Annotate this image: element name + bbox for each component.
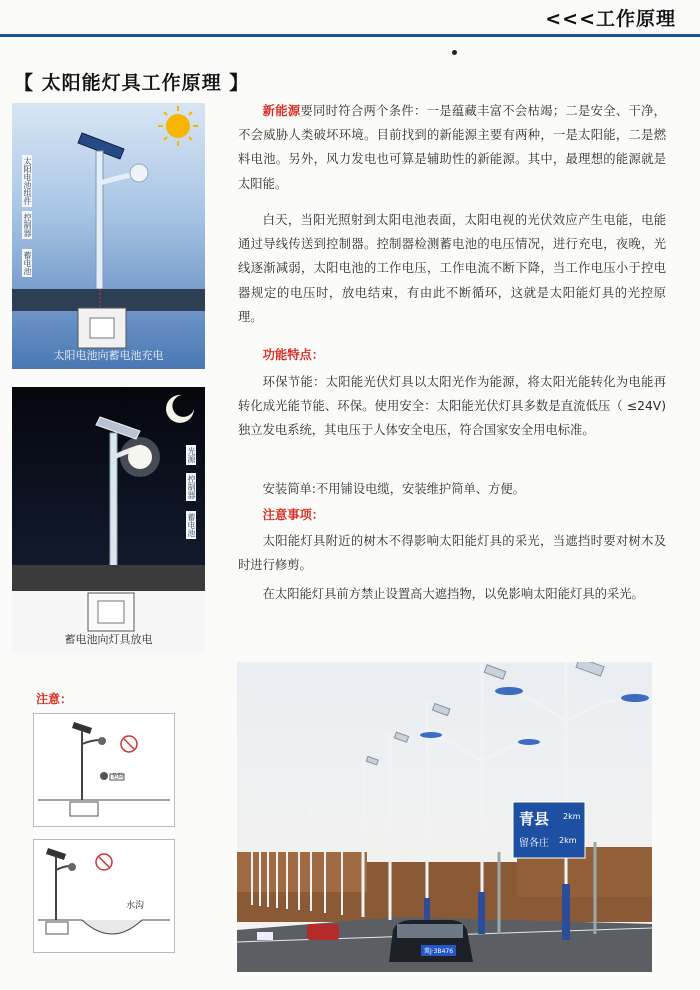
principle-text: 白天，当阳光照射到太阳电池表面，太阳电视的光伏效应产生电能，电能通过导线传送到控制器。控制器检测蓄电池的电压情况，进行充电，夜晚，光线逐渐减弱，太阳电池的工作电压，工作电流不断下降，当工作电压小于控电器规定的电压时，放电结束，有由此不断循环，这就是太阳能灯具的光控原理。: [238, 213, 666, 324]
moon-icon: [166, 395, 194, 423]
lamp-icon: [128, 445, 152, 469]
label-light-source: 光源: [187, 447, 196, 463]
lamp-icon: [68, 863, 76, 871]
day-scene-graphic: [12, 103, 205, 369]
sun-icon: [158, 106, 198, 146]
solar-panel-icon: [96, 417, 140, 439]
sign-distance-1: 2km: [563, 812, 581, 821]
danger-label: 危险: [112, 773, 125, 780]
features-text: 环保节能：太阳能光伏灯具以太阳光作为能源，将太阳光能转化为电能再转化成光能节能、环保。使用安全：太阳能光伏灯具多数是直流低压（ ≤24V)独立发电系统，其电压于人体安全电压，符合国家安全用电标准。: [238, 375, 666, 438]
notice-diagram-obstruction: [33, 713, 175, 827]
sign-destination-1: 青县: [519, 810, 550, 828]
decorative-dot: [452, 50, 457, 55]
car-icon: [307, 924, 339, 940]
label-battery: 蓄电池: [23, 251, 32, 275]
notes-heading-wrap: [238, 503, 666, 527]
intro-text: 要同时符合两个条件：一是蕴藏丰富不会枯竭；二是安全、干净，不会威胁人类破坏环境。目前找到的新能源主要有两种，一是太阳能，二是燃料电池。另外，风力发电也可算是辅助性的新能源。其中，最理想的能源就是太阳能。: [238, 104, 666, 191]
label-controller: 控制器: [23, 213, 32, 237]
night-scene-graphic: [12, 387, 205, 653]
features-heading: 功能特点：: [262, 348, 325, 362]
header-divider: [0, 34, 700, 37]
sign-destination-2: 留各庄: [519, 838, 549, 849]
notice-diagram-ditch: [33, 839, 175, 953]
diagram-graphic: [34, 840, 174, 952]
night-discharging-illustration: [12, 387, 205, 653]
notes-paragraph-2: [238, 582, 666, 606]
ditch-label: 水沟: [126, 901, 145, 911]
notes-text-2: 在太阳能灯具前方禁止设置高大遮挡物，以免影响太阳能灯具的采光。: [262, 587, 644, 601]
install-text: 安装简单:不用铺设电缆，安装维护简单、方便。: [262, 482, 525, 496]
lamp-icon: [130, 164, 148, 182]
diagram-graphic: [34, 714, 174, 826]
label-battery: 蓄电池: [187, 513, 196, 537]
section-title: 【 太阳能灯具工作原理 】: [14, 72, 250, 94]
page-header-title: <<<工作原理: [545, 8, 676, 30]
intro-paragraph: [238, 99, 666, 196]
license-plate: 冀J·3B476: [421, 945, 456, 956]
notice-title: 注意：: [36, 692, 73, 706]
label-controller: 控制器: [187, 475, 196, 499]
features-paragraph: [238, 370, 666, 443]
day-caption: 太阳电池向蓄电池充电: [53, 349, 164, 362]
night-caption: 蓄电池向灯具放电: [64, 633, 153, 646]
lamp-icon: [98, 737, 106, 745]
day-charging-illustration: [12, 103, 205, 369]
install-paragraph: [238, 477, 666, 501]
sign-distance-2: 2km: [559, 836, 577, 845]
battery-icon: [98, 601, 124, 623]
highlight-new-energy: 新能源: [262, 104, 301, 118]
principle-paragraph: [238, 208, 666, 329]
notes-heading: 注意事项：: [262, 508, 325, 522]
notes-text-1: 太阳能灯具附近的树木不得影响太阳能灯具的采光，当遮挡时要对树木及时进行修剪。: [238, 534, 666, 573]
label-solar-module: 太阳电池组件: [23, 157, 32, 205]
battery-icon: [90, 318, 114, 338]
features-heading-wrap: [238, 343, 666, 367]
street-lights-photo: [237, 662, 652, 972]
notes-paragraph-1: [238, 529, 666, 577]
street-scene-graphic: [237, 662, 652, 972]
